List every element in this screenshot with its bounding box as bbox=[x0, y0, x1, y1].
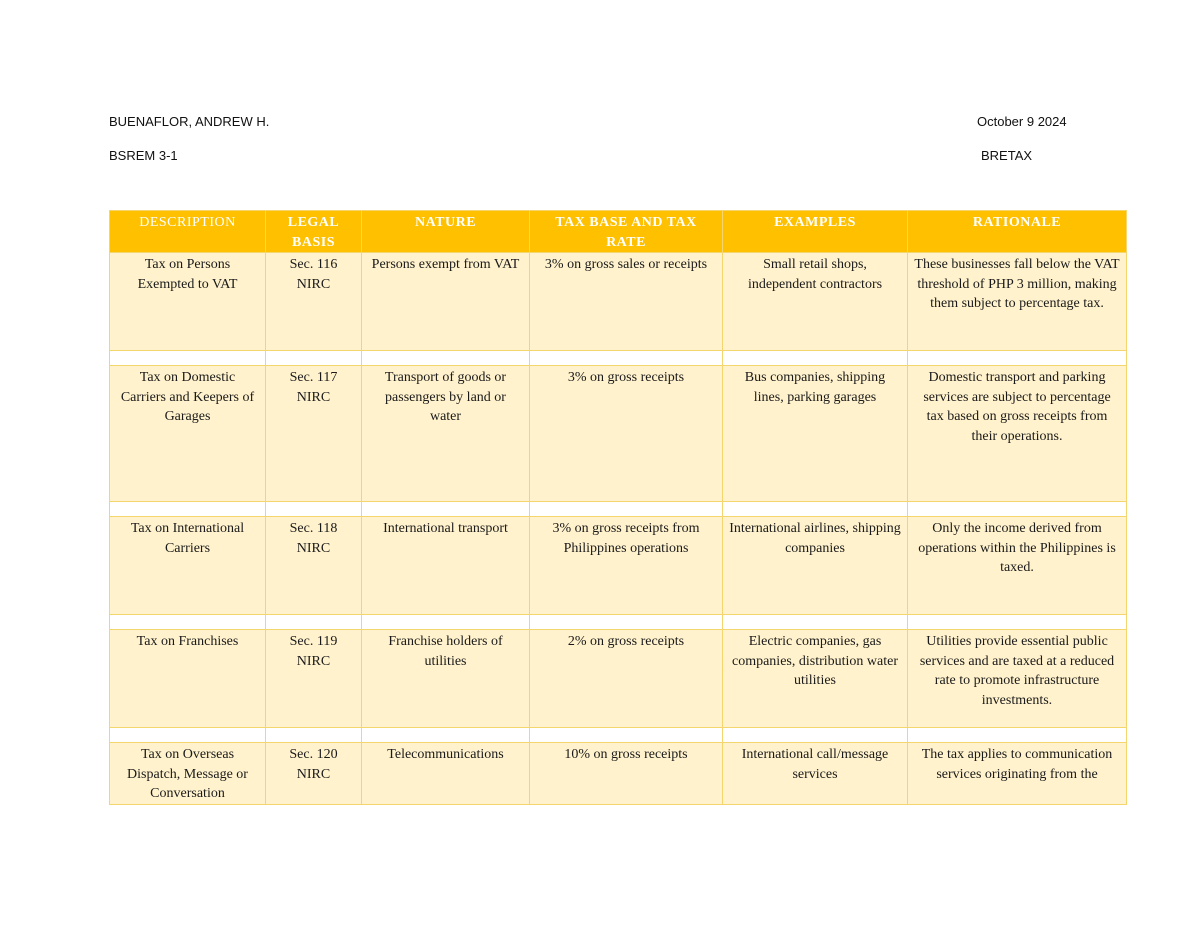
student-name: BUENAFLOR, ANDREW H. bbox=[109, 114, 270, 129]
document-date: October 9 2024 bbox=[977, 114, 1067, 129]
cell-tax-base bbox=[530, 743, 723, 805]
cell-examples: Electric companies, gas companies, distribution water utilities bbox=[723, 630, 908, 728]
table-row bbox=[110, 517, 1127, 615]
column-header-description: DESCRIPTION bbox=[110, 211, 266, 253]
cell-text: The tax applies to communication services originating from the bbox=[921, 747, 1113, 782]
cell-rationale: Only the income derived from operations within the Philippines is taxed. bbox=[908, 517, 1127, 615]
cell-legal-basis: Sec. 116 NIRC bbox=[266, 253, 362, 351]
spacer-row bbox=[110, 351, 1127, 366]
spacer-row bbox=[110, 728, 1127, 743]
cell-text: Sec. 120 NIRC bbox=[289, 747, 338, 782]
cell-tax-base: 3% on gross receipts bbox=[530, 366, 723, 502]
table-row bbox=[110, 630, 1127, 728]
cell-nature: International transport bbox=[362, 517, 530, 615]
table-row bbox=[110, 743, 1127, 805]
cell-legal-basis: Sec. 118 NIRC bbox=[266, 517, 362, 615]
cell-description: Tax on Franchises bbox=[110, 630, 266, 728]
cell-tax-base: 3% on gross sales or receipts bbox=[530, 253, 723, 351]
cell-examples: Bus companies, shipping lines, parking garages bbox=[723, 366, 908, 502]
percentage-tax-table bbox=[109, 210, 1127, 805]
cell-legal-basis bbox=[266, 743, 362, 805]
cell-examples: International airlines, shipping companies bbox=[723, 517, 908, 615]
cell-tax-base: 3% on gross receipts from Philippines operations bbox=[530, 517, 723, 615]
cell-tax-base: 2% on gross receipts bbox=[530, 630, 723, 728]
table-row bbox=[110, 366, 1127, 502]
cell-legal-basis: Sec. 117 NIRC bbox=[266, 366, 362, 502]
cell-text: 10% on gross receipts bbox=[564, 747, 688, 762]
cell-text: International call/message services bbox=[741, 747, 889, 782]
cell-rationale: Domestic transport and parking services are subject to percentage tax based on gross receipts from their operations. bbox=[908, 366, 1127, 502]
table-row bbox=[110, 253, 1127, 351]
cell-rationale: Utilities provide essential public services and are taxed at a reduced rate to promote infrastructure investments. bbox=[908, 630, 1127, 728]
spacer-row bbox=[110, 502, 1127, 517]
column-header-tax-base: TAX BASE AND TAX RATE bbox=[530, 211, 723, 253]
spacer-row bbox=[110, 615, 1127, 630]
cell-rationale bbox=[908, 743, 1127, 805]
cell-legal-basis: Sec. 119 NIRC bbox=[266, 630, 362, 728]
cell-text: Tax on Overseas Dispatch, Message or Conversation bbox=[127, 747, 248, 801]
cell-nature: Persons exempt from VAT bbox=[362, 253, 530, 351]
column-header-examples: EXAMPLES bbox=[723, 211, 908, 253]
cell-examples: Small retail shops, independent contractors bbox=[723, 253, 908, 351]
cell-description: Tax on Persons Exempted to VAT bbox=[110, 253, 266, 351]
student-section: BSREM 3-1 bbox=[109, 148, 178, 163]
cell-rationale: These businesses fall below the VAT threshold of PHP 3 million, making them subject to percentage tax. bbox=[908, 253, 1127, 351]
cell-description bbox=[110, 743, 266, 805]
subject-code: BRETAX bbox=[981, 148, 1033, 163]
cell-examples bbox=[723, 743, 908, 805]
cell-description: Tax on Domestic Carriers and Keepers of Garages bbox=[110, 366, 266, 502]
cell-nature: Franchise holders of utilities bbox=[362, 630, 530, 728]
column-header-legal-basis: LEGAL BASIS bbox=[266, 211, 362, 253]
cell-nature bbox=[362, 743, 530, 805]
cell-text: Telecommunications bbox=[387, 747, 504, 762]
column-header-rationale: RATIONALE bbox=[908, 211, 1127, 253]
column-header-nature: NATURE bbox=[362, 211, 530, 253]
cell-nature: Transport of goods or passengers by land or water bbox=[362, 366, 530, 502]
cell-description: Tax on International Carriers bbox=[110, 517, 266, 615]
table-header-row bbox=[110, 211, 1127, 253]
